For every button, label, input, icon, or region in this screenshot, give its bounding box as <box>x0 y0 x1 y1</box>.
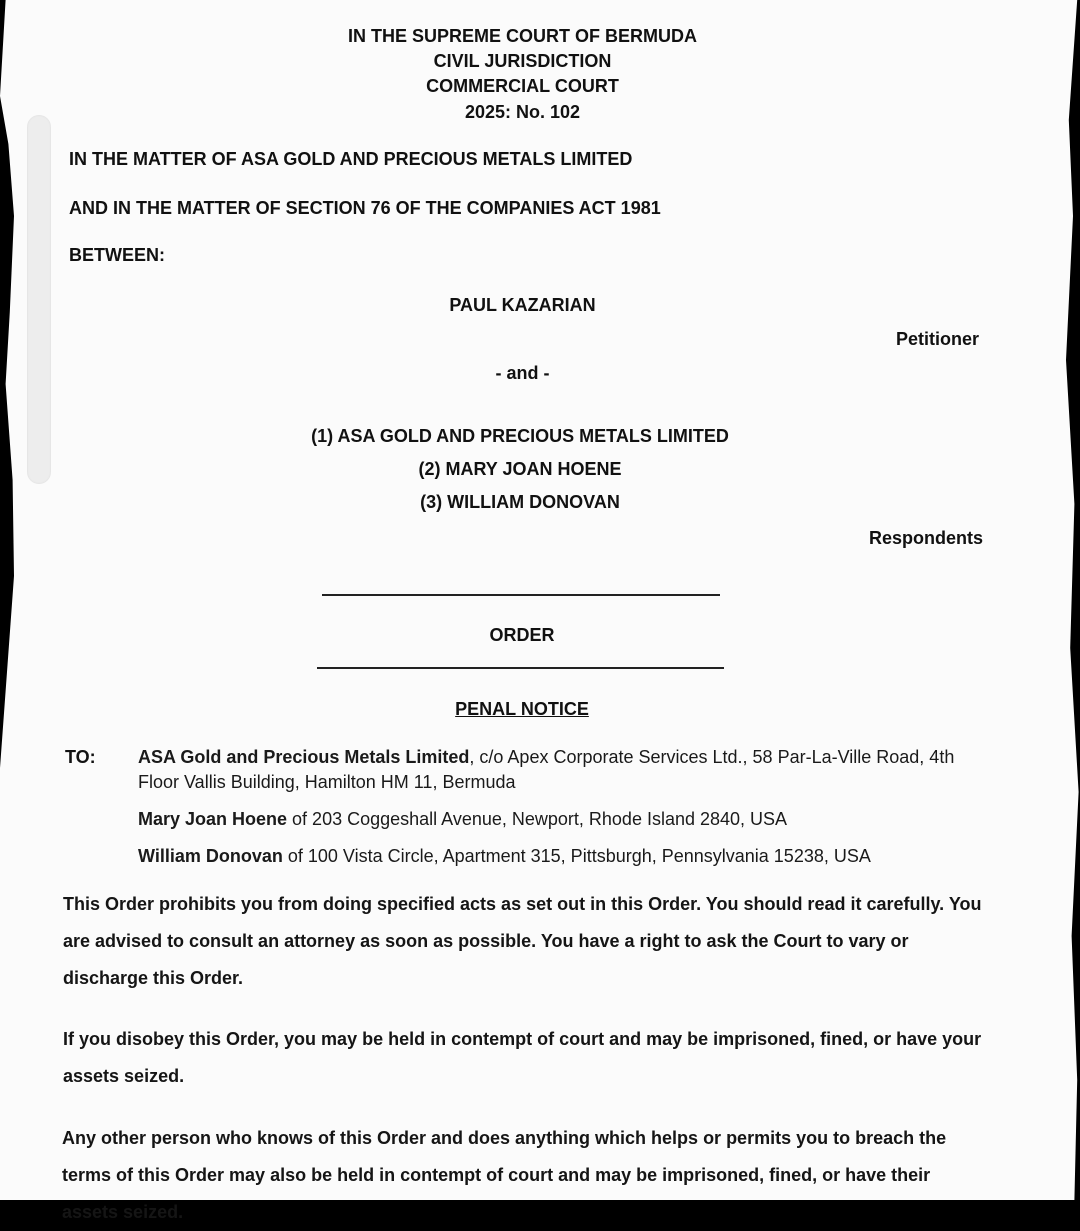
notice-paragraph-1: This Order prohibits you from doing specified acts as set out in this Order. You should read it carefully. You are advised to consult an attorney as soon as possible. You have a right to ask the Court to vary or discharge this Order. <box>63 894 982 988</box>
divider-bottom <box>317 667 724 669</box>
divider-top <box>322 594 720 596</box>
respondents-role: Respondents <box>869 528 984 548</box>
notice-paragraph-3: Any other person who knows of this Order and does anything which helps or permits you to breach the terms of this Order may also be held in contempt of court and may be imprisoned, fined, or have their assets seized. <box>62 1128 947 1222</box>
respondent-3: (3) WILLIAM DONOVAN <box>420 492 620 512</box>
to-label: TO: <box>65 747 96 767</box>
recipient-3-name: William Donovan <box>138 846 283 866</box>
court-name: IN THE SUPREME COURT OF BERMUDA <box>347 26 697 46</box>
page-edge-right <box>1066 0 1080 1200</box>
recipient-1-address-line1: , c/o Apex Corporate Services Ltd., 58 Par-La-Ville Road, 4th <box>469 747 955 767</box>
recipient-3 <box>138 844 988 869</box>
recipient-2 <box>138 807 988 832</box>
order-title: ORDER <box>489 625 555 645</box>
jurisdiction: CIVIL JURISDICTION <box>433 51 612 71</box>
matter-line-2: AND IN THE MATTER OF SECTION 76 OF THE COMPANIES ACT 1981 <box>69 198 661 218</box>
recipient-2-address: of 203 Coggeshall Avenue, Newport, Rhode Island 2840, USA <box>287 809 788 829</box>
recipient-3-address: of 100 Vista Circle, Apartment 315, Pittsburgh, Pennsylvania 15238, USA <box>282 846 871 866</box>
petitioner-name: PAUL KAZARIAN <box>449 295 596 315</box>
case-number: 2025: No. 102 <box>464 102 581 122</box>
recipient-1-name: ASA Gold and Precious Metals Limited <box>138 747 470 767</box>
petitioner-role: Petitioner <box>896 329 980 349</box>
court-division: COMMERCIAL COURT <box>426 76 619 96</box>
respondent-1: (1) ASA GOLD AND PRECIOUS METALS LIMITED <box>311 426 729 446</box>
and-separator: - and - <box>495 363 550 383</box>
matter-line-1: IN THE MATTER OF ASA GOLD AND PRECIOUS METALS LIMITED <box>69 149 633 169</box>
notice-paragraph-2: If you disobey this Order, you may be held in contempt of court and may be imprisoned, fined, or have your assets seized. <box>63 1029 982 1086</box>
respondent-2: (2) MARY JOAN HOENE <box>418 459 622 479</box>
recipient-1 <box>138 745 988 795</box>
between-label: BETWEEN: <box>69 245 165 265</box>
penal-notice-title: PENAL NOTICE <box>455 699 589 719</box>
recipient-1-address-line2: Floor Vallis Building, Hamilton HM 11, Bermuda <box>138 772 516 792</box>
page-edge-left <box>0 0 14 1200</box>
recipient-2-name: Mary Joan Hoene <box>138 809 288 829</box>
